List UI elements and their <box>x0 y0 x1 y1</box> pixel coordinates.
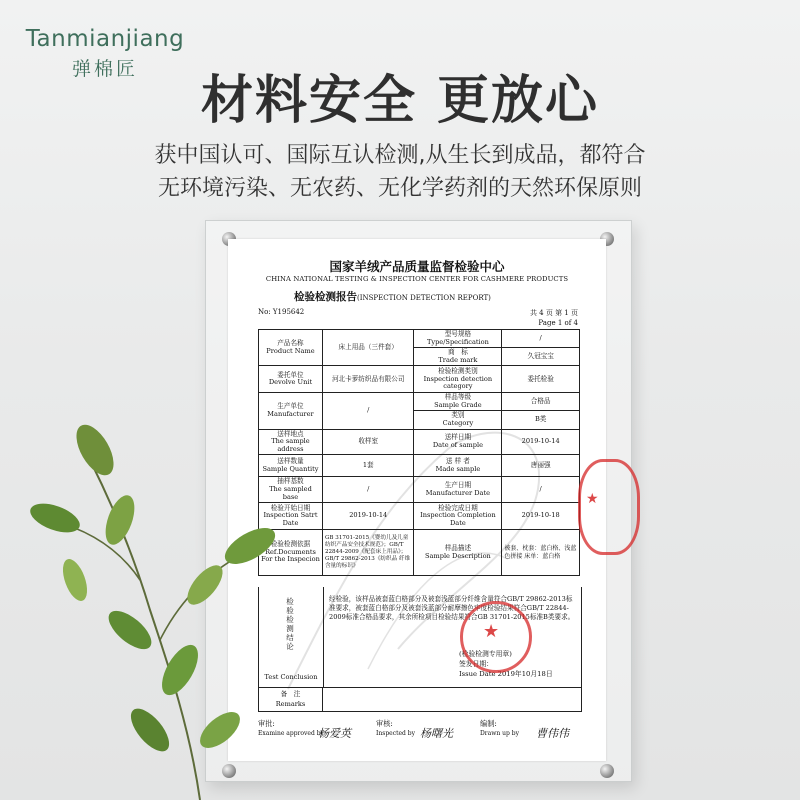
conclusion-label-en: Test Conclusion <box>264 673 318 681</box>
table-cell: 样品描述 Sample Description <box>414 530 502 576</box>
cert-title-en: CHINA NATIONAL TESTING & INSPECTION CENTER FOR CASHMERE PRODUCTS <box>265 275 569 283</box>
examine-label-en: Examine approved by <box>258 730 324 737</box>
table-cell: 检验检测依据 Ref.Documents For the Inspecion <box>259 530 323 576</box>
brand-name-cn: 弹棉匠 <box>71 58 138 80</box>
table-cell: 产品名称 Product Name <box>259 330 323 366</box>
side-seal-star-icon: ★ <box>586 491 599 507</box>
table-cell: 检验完成日期 Inspection Completion Date <box>414 503 502 530</box>
table-cell: / <box>502 477 580 503</box>
cert-title-cn: 国家羊绒产品质量监督检验中心 <box>329 259 505 274</box>
table-cell: 生产单位 Manufacturer <box>259 393 323 429</box>
drawn-by <box>480 719 519 737</box>
subtitle-line1: 获中国认可、国际互认检测,从生长到成品，都符合 <box>154 143 646 168</box>
table-cell: 送样地点 The sample address <box>259 429 323 455</box>
table-cell: 2019-10-18 <box>502 503 580 530</box>
table-cell: 河北卡萝纺织品有限公司 <box>322 366 414 393</box>
table-cell: / <box>502 330 580 348</box>
table-cell: 委托单位 Devolve Unit <box>259 366 323 393</box>
page-count-en: Page 1 of 4 <box>538 319 578 327</box>
table-cell: 检验开始日期 Inspection Satrt Date <box>259 503 323 530</box>
table-cell: 唐丽强 <box>502 455 580 477</box>
inspect-signature: 杨曙光 <box>420 727 453 740</box>
table-cell: 类别 Category <box>414 411 502 429</box>
headline: 材料安全 更放心 <box>200 71 600 131</box>
table-cell: / <box>322 393 414 429</box>
table-cell: B类 <box>502 411 580 429</box>
drawn-label: 编制: <box>480 719 497 728</box>
table-cell: 送样数量 Sample Quantity <box>259 455 323 477</box>
table-cell: 检验检测类别 Inspection detection category <box>414 366 502 393</box>
table-cell: 久冠宝宝 <box>502 348 580 366</box>
table-cell: 送 样 者 Made sample <box>414 455 502 477</box>
table-cell: 委托检验 <box>502 366 580 393</box>
table-cell: 2019-10-14 <box>502 429 580 455</box>
plant-decoration <box>0 370 320 800</box>
examine-label: 审批: <box>258 719 275 728</box>
screw-icon <box>600 764 614 778</box>
side-seal <box>578 459 640 555</box>
table-cell: 样品等级 Sample Grade <box>414 393 502 411</box>
conclusion-label-cn: 检 验 检 测 结 论 <box>286 597 294 651</box>
remarks-label: 备 注 Remarks <box>259 687 323 711</box>
report-title <box>294 289 491 304</box>
report-number: No: Y195642 <box>258 308 305 316</box>
examine-signature: 杨爱英 <box>318 727 351 740</box>
table-cell: 商 标 Trade mark <box>414 348 502 366</box>
table-cell: 2019-10-14 <box>322 503 414 530</box>
conclusion-text: 经检验，该样品被套蓝白格部分及被套浅蓝部分纤维含量符合GB/T 29862-2013标准要求，被套蓝白格部分及被套浅蓝部分耐摩擦色牢度检验结果符合GB/T 22844-2009标准合格品要求，其余所检项目检验结果符合GB 31701-2015标准B类要求。 <box>329 595 575 621</box>
page-count-cn: 共 4 页 第 1 页 <box>529 309 578 317</box>
issue-date-label: 签发日期： <box>459 660 493 668</box>
table-cell: 被套、枕套：蓝白格、浅蓝色拼接 床单：蓝白格 <box>502 530 580 576</box>
table-cell: 床上用品（三件套） <box>322 330 414 366</box>
brand-name-en: Tanmianjiang <box>25 26 185 52</box>
table-cell: 1套 <box>322 455 414 477</box>
report-title-en: (INSPECTION DETECTION REPORT) <box>357 294 491 302</box>
stamp-caption: (检验检测专用章) <box>459 650 512 658</box>
drawn-label-en: Drawn up by <box>480 730 520 737</box>
drawn-signature: 曹伟伟 <box>536 727 569 740</box>
report-title-cn: 检验检测报告 <box>294 291 357 303</box>
inspect-label: 审核: <box>376 719 393 728</box>
table-cell: / <box>322 477 414 503</box>
table-cell: 送样日期 Date of sample <box>414 429 502 455</box>
table-cell: GB 31701-2015《婴幼儿及儿童纺织产品安全技术规范》；GB/T 22844-2009《配套床上用品》；GB/T 29862-2013《纺织品 纤维含量的标识》 <box>322 530 414 576</box>
table-cell: 型号规格 Type/Specification <box>414 330 502 348</box>
inspected-by <box>376 719 415 737</box>
subtitle-line2: 无环境污染、无农药、无化学药剂的天然环保原则 <box>157 176 642 201</box>
inspect-label-en: Inspected by <box>376 730 416 737</box>
table-cell: 抽样基数 The sampled base <box>259 477 323 503</box>
issue-date: Issue Date 2019年10月18日 <box>459 670 553 678</box>
table-cell: 合格品 <box>502 393 580 411</box>
table-cell: 收样室 <box>322 429 414 455</box>
table-cell: 生产日期 Manufacturer Date <box>414 477 502 503</box>
seal-star-icon: ★ <box>483 621 500 642</box>
